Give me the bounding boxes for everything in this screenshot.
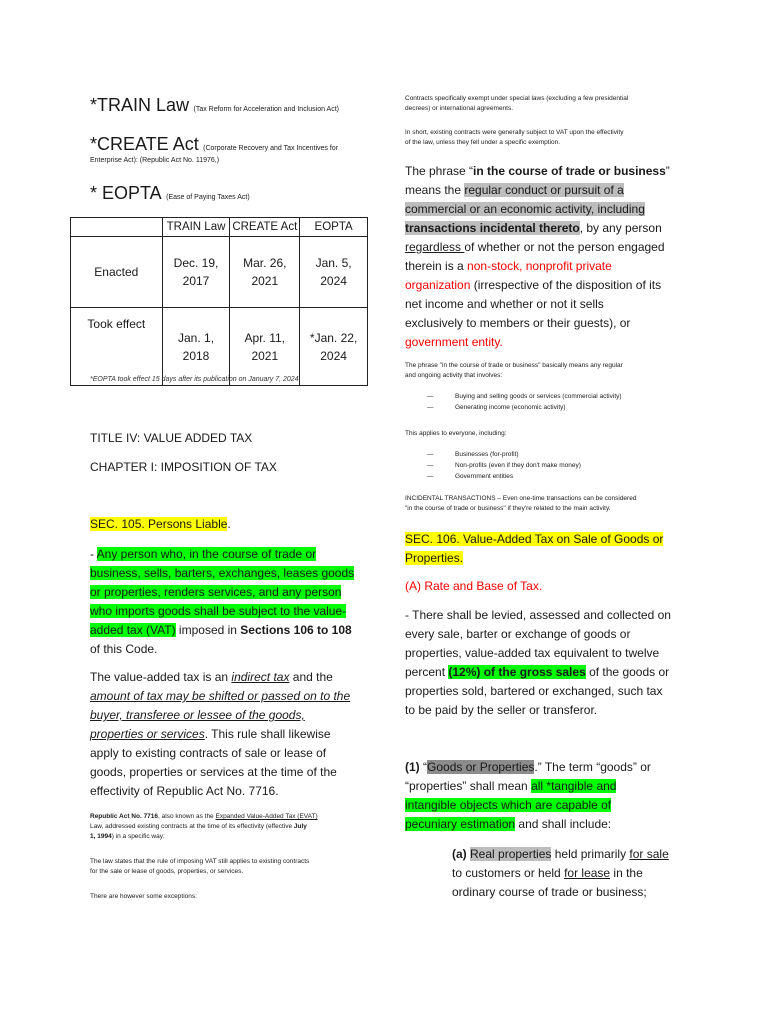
applies-to-note: This applies to everyone, including: [405,430,507,437]
table-cell: Apr. 11, 2021 [230,308,300,386]
indirect-tax-paragraph: The value-added tax is an indirect tax and the amount of tax may be shifted or passed on to the buyer, transferee or lessee of the goods, properties or services. This rule shall likewise apply to existing contracts of sale or lease of goods, properties or services at the time of the effectivity of Republic Act No. 7716. [90,670,351,798]
create-act-title: *CREATE Act [90,134,199,154]
goods-or-properties-paragraph: (1) “Goods or Properties.” The term “goods” or “properties” shall mean all *tangible and intangible objects which are capable of pecuniary estimation and shall include: [405,760,651,831]
sec-105-title: SEC. 105. Persons Liable [90,517,228,531]
table-header-cell [71,218,163,237]
row-label: Took effect [71,308,163,386]
ra-7716-note: Republic Act No. 7716, also known as the Expanded Value-Added Tax (EVAT) Law, addressed existing contracts at the time of its effectivity (effective July 1, 1994) in a specific way: [90,813,318,840]
list-item: — Government entities [405,471,690,482]
train-law-subtitle: (Tax Reform for Acceleration and Inclusion Act) [193,106,339,113]
table-cell: Dec. 19, 2017 [162,237,230,308]
real-properties-paragraph: (a) Real properties held primarily for sale to customers or held for lease in the ordinary course of trade or business; [452,847,669,899]
exceptions-note: There are however some exceptions: [90,893,197,900]
table-cell: Jan. 1, 2018 [162,308,230,386]
list-item: — Generating income (economic activity) [405,402,690,413]
table-row [71,308,368,386]
vat-rule-note: The law states that the rule of imposing VAT still applies to existing contracts for the sale or lease of goods, properties, or services. [90,858,310,875]
vat-rate-paragraph: - There shall be levied, assessed and collected on every sale, barter or exchange of goods or properties, value-added tax equivalent to twelve percent (12%) of the gross sales of the goods or properties sold, bartered or exchanged, such tax to be paid by the seller or transferor. [405,608,671,717]
train-law-title: *TRAIN Law [90,95,190,115]
table-header-cell: CREATE Act [230,218,300,237]
row-label: Enacted [71,237,163,308]
rate-and-base-heading: (A) Rate and Base of Tax. [405,579,543,593]
eopta-subtitle: (Ease of Paying Taxes Act) [166,194,250,201]
create-act-subtitle-1: (Corporate Recovery and Tax Incentives for [203,145,339,152]
phrase-explanation-note: The phrase "in the course of trade or business" basically means any regular and ongoing activity that involves: [405,362,623,379]
entity-list [405,449,690,482]
chapter-i-heading: CHAPTER I: IMPOSITION OF TAX [90,460,277,474]
table-cell: *Jan. 22, 2024 [300,308,368,386]
summary-note: In short, existing contracts were generally subject to VAT upon the effectivity of the law, unless they fell under a specific exemption. [405,129,624,146]
eopta-heading [90,183,250,204]
activity-list [405,391,690,413]
table-cell: Jan. 5, 2024 [300,237,368,308]
eopta-title: * EOPTA [90,183,162,203]
incidental-transactions-note: INCIDENTAL TRANSACTIONS – Even one-time transactions can be considered "in the course of trade or business" if they're related to the main activity. [405,495,637,512]
train-law-heading [90,95,339,116]
table-footnote: *EOPTA took effect 15 days after its publication on January 7, 2024. [90,376,301,383]
sec-106-heading: SEC. 106. Value-Added Tax on Sale of Goods or Properties. [405,532,664,565]
title-iv-heading: TITLE IV: VALUE ADDED TAX [90,431,253,445]
list-item: — Businesses (for-profit) [405,449,690,460]
create-act-subtitle-2: Enterprise Act): (Republic Act No. 11976,) [90,157,220,164]
sec-105-heading: SEC. 105. Persons Liable. [90,517,231,531]
table-row [71,237,368,308]
law-comparison-table [70,217,368,386]
create-act-heading [90,134,338,155]
sec-105-paragraph: - Any person who, in the course of trade or business, sells, barters, exchanges, leases goods or properties, renders services, and any person who imports goods shall be subject to the value- added tax (VAT) imposed in Sections 106 to 108 of this Code. [90,547,355,656]
table-cell: Mar. 26, 2021 [230,237,300,308]
table-header-cell: EOPTA [300,218,368,237]
list-item: — Buying and selling goods or services (commercial activity) [405,391,690,402]
exempt-contracts-note: Contracts specifically exempt under special laws (excluding a few presidential decrees) or international agreements. [405,95,629,112]
trade-or-business-paragraph: The phrase “in the course of trade or business” means the regular conduct or pursuit of a commercial or an economic activity, including transactions incidental thereto, by any person regardless of whether or not the person engaged therein is a non-stock, nonprofit private organization (irrespective of the disposition of its net income and whether or not it sells exclusively to members or their guests), or government entity. [405,164,670,349]
list-item: — Non-profits (even if they don't make money) [405,460,690,471]
table-header-cell: TRAIN Law [162,218,230,237]
table-header-row [71,218,368,237]
